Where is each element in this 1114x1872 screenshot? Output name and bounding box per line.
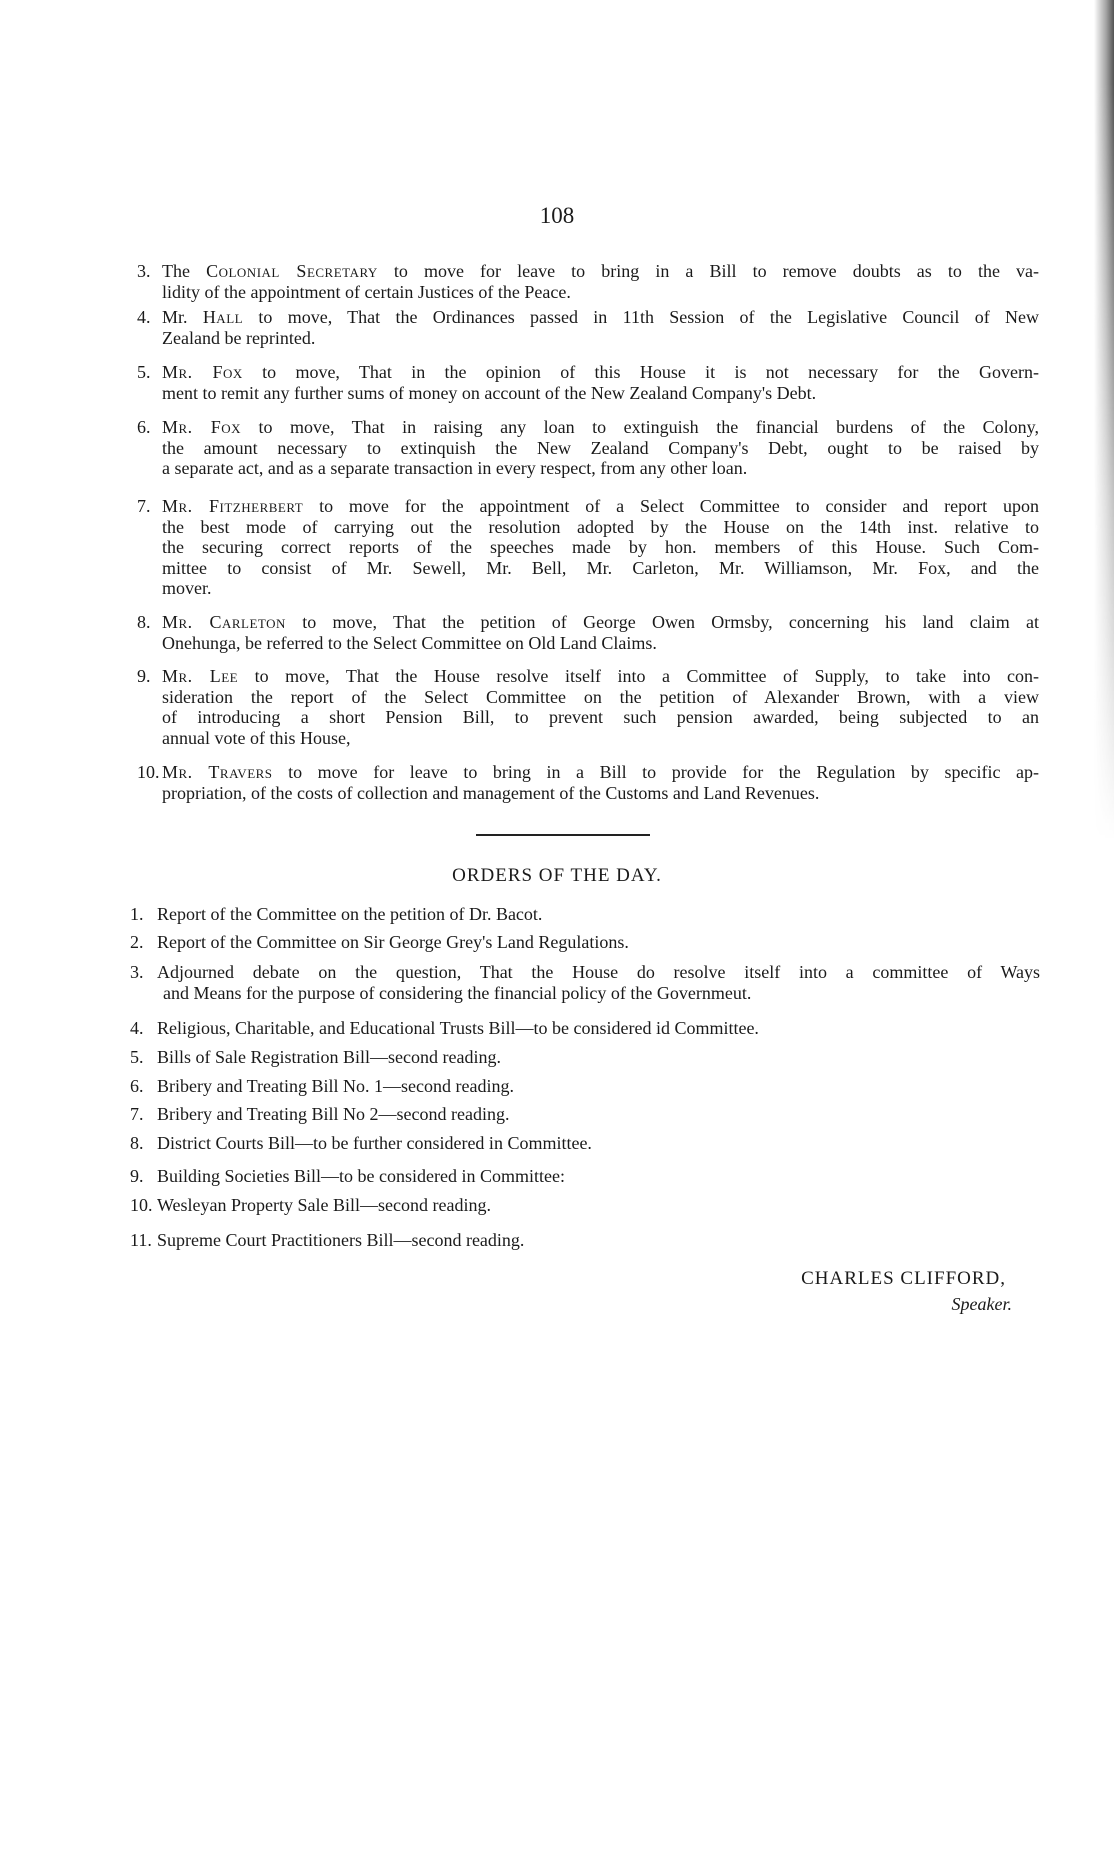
order-item: [130, 1104, 1040, 1125]
text-line: a separate act, and as a separate transaction in every respect, from any other loan.: [162, 458, 748, 479]
text-line: Zealand be reprinted.: [162, 327, 316, 348]
item-number: 6.: [137, 417, 151, 437]
text-line: sideration the report of the Select Committee on the petition of Alexander Brown, with a view: [162, 686, 1039, 707]
orders-heading: ORDERS OF THE DAY.: [452, 865, 662, 886]
order-item: [130, 932, 1040, 953]
item-number: 5.: [137, 362, 151, 382]
text-line: lidity of the appointment of certain Justices of the Peace.: [162, 281, 571, 302]
text-line: Wesleyan Property Sale Bill—second reading.: [157, 1195, 491, 1215]
item-number: 10.: [130, 1195, 153, 1215]
order-item: [130, 962, 1040, 1003]
line-text: to move, That in the opinion of this House it is not necessary for the Govern-: [262, 362, 1039, 382]
motion-item: [137, 261, 1039, 302]
order-item: [130, 904, 1040, 925]
member-name: Lee: [209, 666, 239, 686]
text-line: the securing correct reports of the speeches made by hon. members of this House. Such Com-: [162, 537, 1039, 558]
member-name: Hall: [202, 307, 244, 327]
line-text: to move for leave to bring in a Bill to provide for the Regulation by specific ap-: [288, 762, 1039, 782]
item-number: 4.: [130, 1018, 144, 1038]
item-number: 10.: [137, 762, 160, 782]
text-line: propriation, of the costs of collection and management of the Customs and Land Revenues.: [162, 782, 820, 803]
text-line: Bribery and Treating Bill No 2—second reading.: [157, 1104, 510, 1124]
text-line: mover.: [162, 578, 212, 599]
text-line: the amount necessary to extinquish the New Zealand Company's Debt, ought to be raised by: [162, 437, 1039, 458]
member-name: Fox: [212, 362, 243, 382]
motion-item: [137, 612, 1039, 653]
item-number: 3.: [137, 261, 151, 281]
line-text: to move for leave to bring in a Bill to remove doubts as to the va-: [393, 261, 1040, 281]
text-line: [162, 362, 1039, 383]
item-number: 8.: [130, 1133, 144, 1153]
motion-item: [137, 362, 1039, 403]
line-text: to move, That the petition of George Owen Ormsby, concerning his land claim at: [302, 612, 1039, 632]
text-line: [162, 417, 1039, 438]
text-line: [162, 496, 1039, 517]
text-line: [162, 762, 1039, 783]
signature-name: CHARLES CLIFFORD,: [801, 1268, 1006, 1289]
text-line: [162, 261, 1039, 282]
text-line: [162, 307, 1039, 328]
text-line: the best mode of carrying out the resolution adopted by the House on the 14th inst. relative to: [162, 516, 1039, 537]
member-name: Travers: [208, 762, 273, 782]
motion-item: [137, 307, 1039, 348]
text-line: Adjourned debate on the question, That the House do resolve itself into a committee of Ways: [157, 962, 1040, 982]
item-number: 8.: [137, 612, 151, 632]
member-name: Fox: [210, 417, 241, 437]
member-title: Mr.: [162, 612, 210, 632]
order-item: [130, 1230, 1040, 1251]
page-number: 108: [539, 203, 575, 228]
text-line: of introducing a short Pension Bill, to prevent such pension awarded, being subjected to an: [162, 707, 1039, 728]
text-line: District Courts Bill—to be further considered in Committee.: [157, 1133, 592, 1153]
motion-item: [137, 666, 1039, 748]
text-line: Supreme Court Practitioners Bill—second reading.: [157, 1230, 525, 1250]
line-text: to move for the appointment of a Select Committee to consider and report upon: [319, 496, 1039, 516]
motion-item: [137, 417, 1039, 479]
member-name: Carleton: [209, 612, 286, 632]
member-title: Mr.: [162, 496, 210, 516]
member-title: The: [162, 261, 207, 281]
text-line: [162, 612, 1039, 633]
order-item: [130, 1166, 1040, 1187]
item-number: 7.: [130, 1104, 144, 1124]
text-line: Bribery and Treating Bill No. 1—second reading.: [157, 1076, 514, 1096]
member-title: Mr.: [162, 362, 213, 382]
order-item: [130, 1018, 1040, 1039]
line-text: to move, That the House resolve itself into a Committee of Supply, to take into con-: [254, 666, 1039, 686]
line-text: to move, That the Ordinances passed in 11th Session of the Legislative Council of New: [258, 307, 1039, 327]
item-number: 9.: [137, 666, 151, 686]
member-title: Mr.: [162, 666, 210, 686]
item-number: 9.: [130, 1166, 144, 1186]
member-title: Mr.: [162, 417, 211, 437]
text-line: mittee to consist of Mr. Sewell, Mr. Bell, Mr. Carleton, Mr. Williamson, Mr. Fox, and the: [162, 557, 1039, 578]
order-item: [130, 1195, 1040, 1216]
item-number: 2.: [130, 932, 144, 952]
item-number: 4.: [137, 307, 151, 327]
signature-title: Speaker.: [951, 1294, 1012, 1314]
text-line: ment to remit any further sums of money on account of the New Zealand Company's Debt.: [162, 382, 817, 403]
order-item: [130, 1076, 1040, 1097]
item-number: 11.: [130, 1230, 152, 1250]
section-divider: [476, 834, 650, 836]
text-line: Bills of Sale Registration Bill—second reading.: [157, 1047, 501, 1067]
text-line: Religious, Charitable, and Educational Trusts Bill—to be considered id Committee.: [157, 1018, 759, 1038]
text-line: and Means for the purpose of considering the financial policy of the Governmeut.: [163, 982, 752, 1003]
text-line: Building Societies Bill—to be considered in Committee:: [157, 1166, 565, 1186]
motion-item: [137, 496, 1039, 599]
line-text: to move, That in raising any loan to extinguish the financial burdens of the Colony,: [258, 417, 1039, 437]
item-number: 7.: [137, 496, 151, 516]
order-item: [130, 1133, 1040, 1154]
text-line: Report of the Committee on the petition of Dr. Bacot.: [157, 904, 543, 924]
member-title: Mr.: [162, 762, 209, 782]
text-line: [162, 666, 1039, 687]
motion-item: [137, 762, 1039, 803]
text-line: Report of the Committee on Sir George Grey's Land Regulations.: [157, 932, 629, 952]
item-number: 6.: [130, 1076, 144, 1096]
text-line: annual vote of this House,: [162, 727, 351, 748]
item-number: 1.: [130, 904, 144, 924]
order-item: [130, 1047, 1040, 1068]
scan-edge-shadow: [1094, 0, 1114, 840]
member-name: Fitzherbert: [209, 496, 304, 516]
item-number: 3.: [130, 962, 144, 982]
text-line: Onehunga, be referred to the Select Committee on Old Land Claims.: [162, 632, 657, 653]
member-title: Mr.: [162, 307, 203, 327]
member-name: Colonial Secretary: [206, 261, 378, 281]
item-number: 5.: [130, 1047, 144, 1067]
